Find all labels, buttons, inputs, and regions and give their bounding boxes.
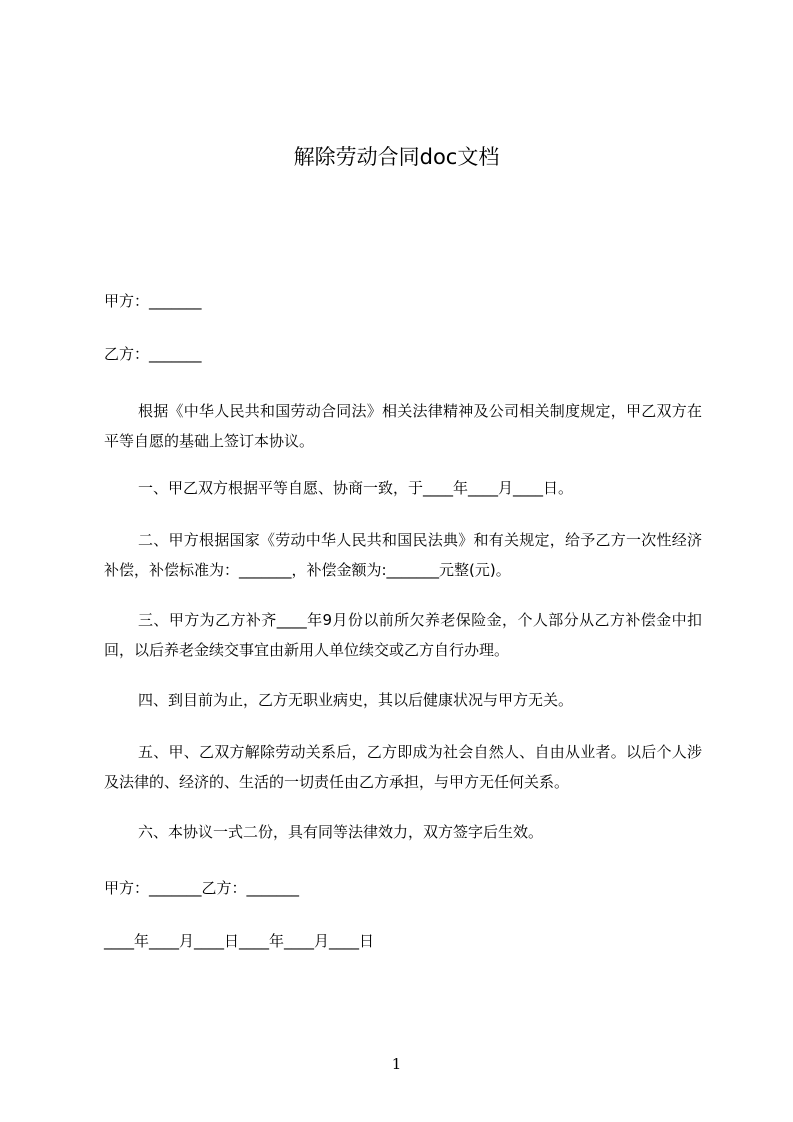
page-number: 1 [391,1055,402,1073]
clause-1: 一、甲乙双方根据平等自愿、协商一致，于____年____月____日。 [138,479,574,497]
clause-4: 四、到目前为止，乙方无职业病史，其以后健康状况与甲方无关。 [138,691,574,709]
party-b-line: 乙方：_______ [104,345,202,363]
clause-5: 五、甲、乙双方解除劳动关系后，乙方即成为社会自然人、自由从业者。以后个人涉及法律的、经济的、生活的一切责任由乙方承担，与甲方无任何关系。 [104,743,702,791]
clause-3: 三、甲方为乙方补齐____年9月份以前所欠养老保险金，个人部分从乙方补偿金中扣回，以后养老金续交事宜由新用人单位续交或乙方自行办理。 [104,611,702,659]
party-a-line: 甲方：_______ [104,292,202,310]
signature-line: 甲方：_______乙方：_______ [104,879,300,897]
clause-2: 二、甲方根据国家《劳动中华人民共和国民法典》和有关规定，给予乙方一次性经济补偿，补偿标准为：_______，补偿金额为:_______元整(元)。 [104,531,702,579]
document-title: 解除劳动合同doc文档 [293,145,500,169]
intro-paragraph: 根据《中华人民共和国劳动合同法》相关法律精神及公司相关制度规定，甲乙双方在平等自愿的基础上签订本协议。 [104,402,702,450]
clause-6: 六、本协议一式二份，具有同等法律效力，双方签字后生效。 [138,823,544,841]
date-line: ____年____月____日____年____月____日 [104,932,375,950]
